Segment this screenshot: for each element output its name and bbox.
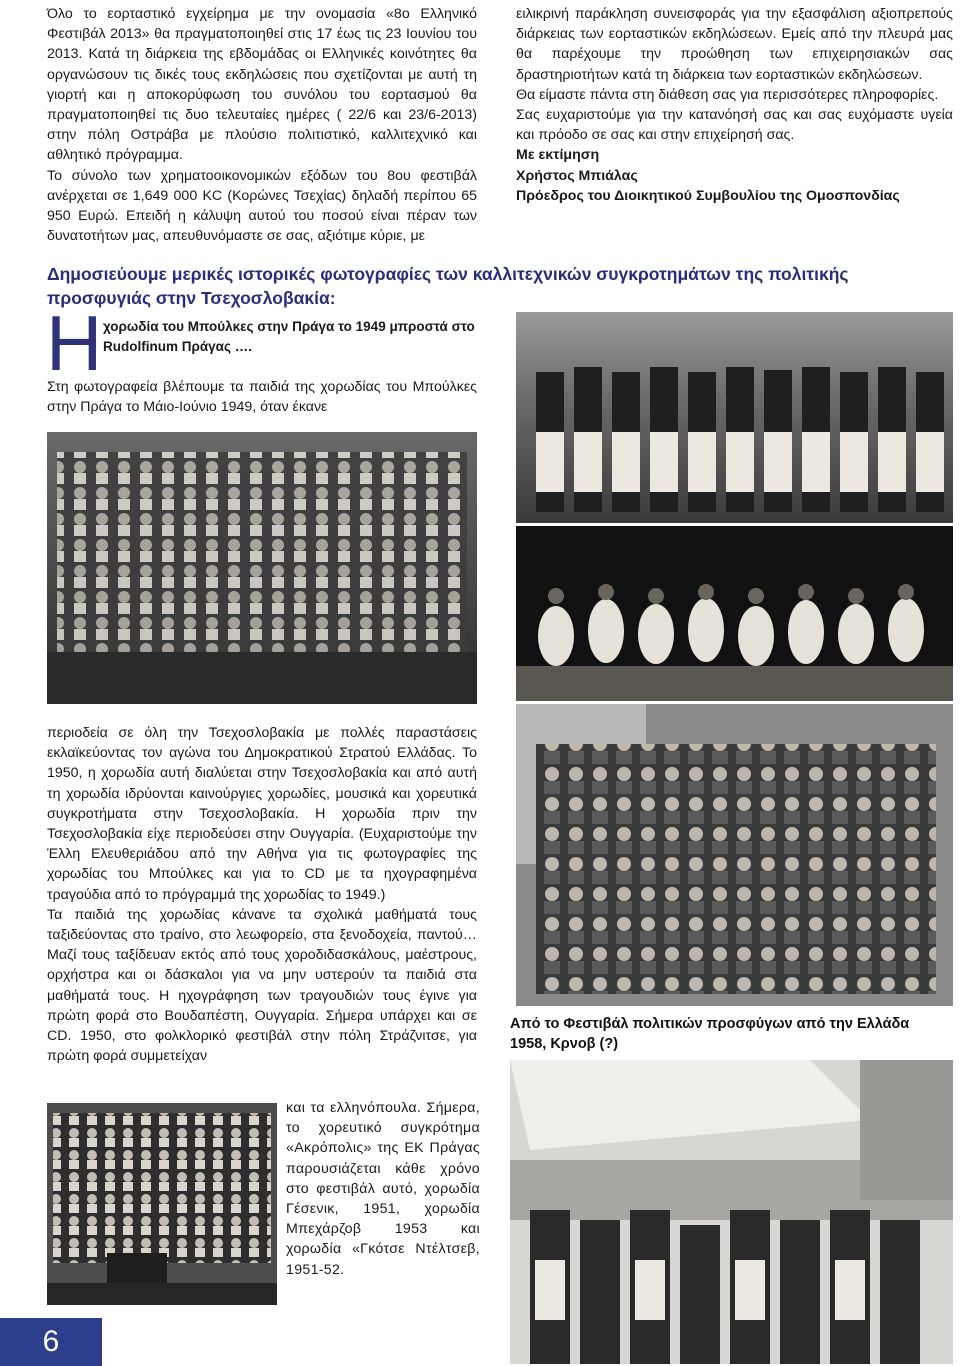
article-lead: χορωδία του Μπούλκες στην Πράγα το 1949 μπροστά στο Rudolfinum Πράγας …. xyxy=(103,319,475,354)
intro-paragraph-3: ειλικρινή παράκληση συνεισφοράς για την εξασφάλιση αξιοπρεπούς διάρκειας των εορταστικών εκδηλώσεων. Εμείς από την πλευρά μας θα παρέχουμε την προώθηση των επιχειρησιακών σας δραστηριοτήτων κατά τη διάρκεια των εορταστικών εκδηλώσεων. xyxy=(516,6,953,83)
intro-paragraph-1: Όλο το εορταστικό εγχείρημα με την ονομασία «8ο Ελληνικό Φεστιβάλ 2013» θα πραγματοποιηθεί στις 17 έως τις 23 Ιουνίου του 2013. Κατά τη διάρκεια της εβδομάδας οι Ελληνικές κοινότητες θα οργανώσουν τις δικές τους εκδηλώσεις που σχετίζονται με αυτή τη γιορτή και η αποκορύφωση του συνόλου του εορτασμού θα πραγματοποιηθεί τις δυο τελευταίες ημέρες ( 22/6 και 23/6-2013) στην πόλη Οστράβα με πλούσιο πολιτιστικό, καλλιτεχνικό και αθλητικό πρόγραμμα. xyxy=(47,6,477,164)
signature-regards: Με εκτίμηση xyxy=(516,147,600,164)
article-paragraph-3: Τα παιδιά της χορωδίας κάνανε τα σχολικά μαθήματά τους ταξιδεύοντας στο τραίνο, στο λεωφορείο, στα ξενοδοχεία, παντού… Μαζί τους ταξίδευαν εκτός από τους χοροδιδασκάλους, μαέστρους, ορχήστρα και οι δάσκαλοι για να μην υστερούν τα παιδιά στα μαθήματά τους. Η ηχογράφηση των τραγουδιών τους έγινε για πρώτη φορά στο Βουδαπέστη, Ουγγαρία. Σήμερα υπάρχει και σε CD. 1950, στο φολκλορικό φεστιβάλ στην πόλη Στράζνιτσε, για πρώτη φορά συμμετείχαν xyxy=(47,906,477,1065)
page-number: 6 xyxy=(0,1318,102,1366)
section-heading: Δημοσιεύουμε μερικές ιστορικές φωτογραφίες των καλλιτεχνικών συγκροτημάτων της πολιτικής προσφυγιάς στην Τσεχοσλοβακία: xyxy=(47,264,849,308)
choir-children-photo xyxy=(47,432,477,704)
intro-paragraph-4: Θα είμαστε πάντα στη διάθεση σας για περισσότερες πληροφορίες. xyxy=(516,86,939,103)
article-paragraph-1: Στη φωτογραφεία βλέπουμε τα παιδιά της χορωδίας του Μπούλκες στην Πράγα το Μάιο-Ιούνιο 1949, όταν έκανε xyxy=(47,379,477,416)
intro-paragraph-2: Το σύνολο των χρηματοοικονομικών εξόδων του 8ου φεστιβάλ ανέρχεται σε 1,649 000 KC (Κορώνες Τσεχίας) δηλαδή περίπου 65 950 Ευρώ. Επειδή η κάλυψη αυτού του ποσού είναι πέραν των δυνατοτήτων μας, απευθυνόμαστε σε σας, αξιότιμε κύριε, με xyxy=(47,167,477,245)
group-portrait-photo xyxy=(516,704,953,1006)
stage-dance-photo xyxy=(516,526,953,701)
signature-title: Πρόεδρος του Διοικητικού Συμβουλίου της Ομοσπονδίας xyxy=(516,187,900,204)
intro-text-right xyxy=(516,4,953,206)
photo-caption: Από το Φεστιβάλ πολιτικών προσφύγων από την Ελλάδα 1958, Κρνοβ (?) xyxy=(510,1016,910,1052)
article-paragraph-4: και τα ελληνόπουλα. Σήμερα, το χορευτικό συγκρότημα «Ακρόπολις» της ΕΚ Πράγας παρουσιάζεται κάθε χρόνο στο φεστιβάλ αυτό, χορωδία Γέσενικ, 1951, χορωδία Μπεχάρζοβ 1953 και χορωδία «Γκότσε Ντέλτσεβ, 1951-52. xyxy=(286,1100,480,1278)
intro-paragraph-5: Σας ευχαριστούμε για την κατανόησή σας και σας ευχόμαστε υγεία και πρόοδο σε σας και στην επιχείρησή σας. xyxy=(516,107,953,144)
article-paragraph-2: περιοδεία σε όλη την Τσεχοσλοβακία με πολλές παραστάσεις εκλαϊκεύοντας τον αγώνα του Δημοκρατικού Στρατού Ελλάδας. Το 1950, η χορωδία αυτή διαλύεται στην Τσεχοσλοβακία και από αυτή τη χορωδία ιδρύονται καινούργιες χορωδίες, μουσικά και χορευτικά συγκροτήματα στην Τσεχοσλοβακία. Η χορωδία πριν την Τσεχοσλοβακία είχε περιοδεύσει στην Ουγγαρία. (Ευχαριστούμε την Έλλη Ελευθεριάδου από την Αθήνα για τις φωτογραφίες της χορωδίας του Μπούλκες και για το CD με τα ηχογραφημένα τραγούδια από το πρόγραμμά της χορωδίας το 1949.) xyxy=(47,725,477,903)
signature-name: Χρήστος Μπιάλας xyxy=(516,167,638,184)
festival-stage-photo xyxy=(510,1060,953,1364)
intro-text-left xyxy=(47,4,477,246)
choir-group-accordion-photo xyxy=(47,1103,277,1305)
dancers-lineup-photo xyxy=(516,312,953,523)
drop-cap: Η xyxy=(46,299,103,387)
article-body xyxy=(47,723,477,1066)
